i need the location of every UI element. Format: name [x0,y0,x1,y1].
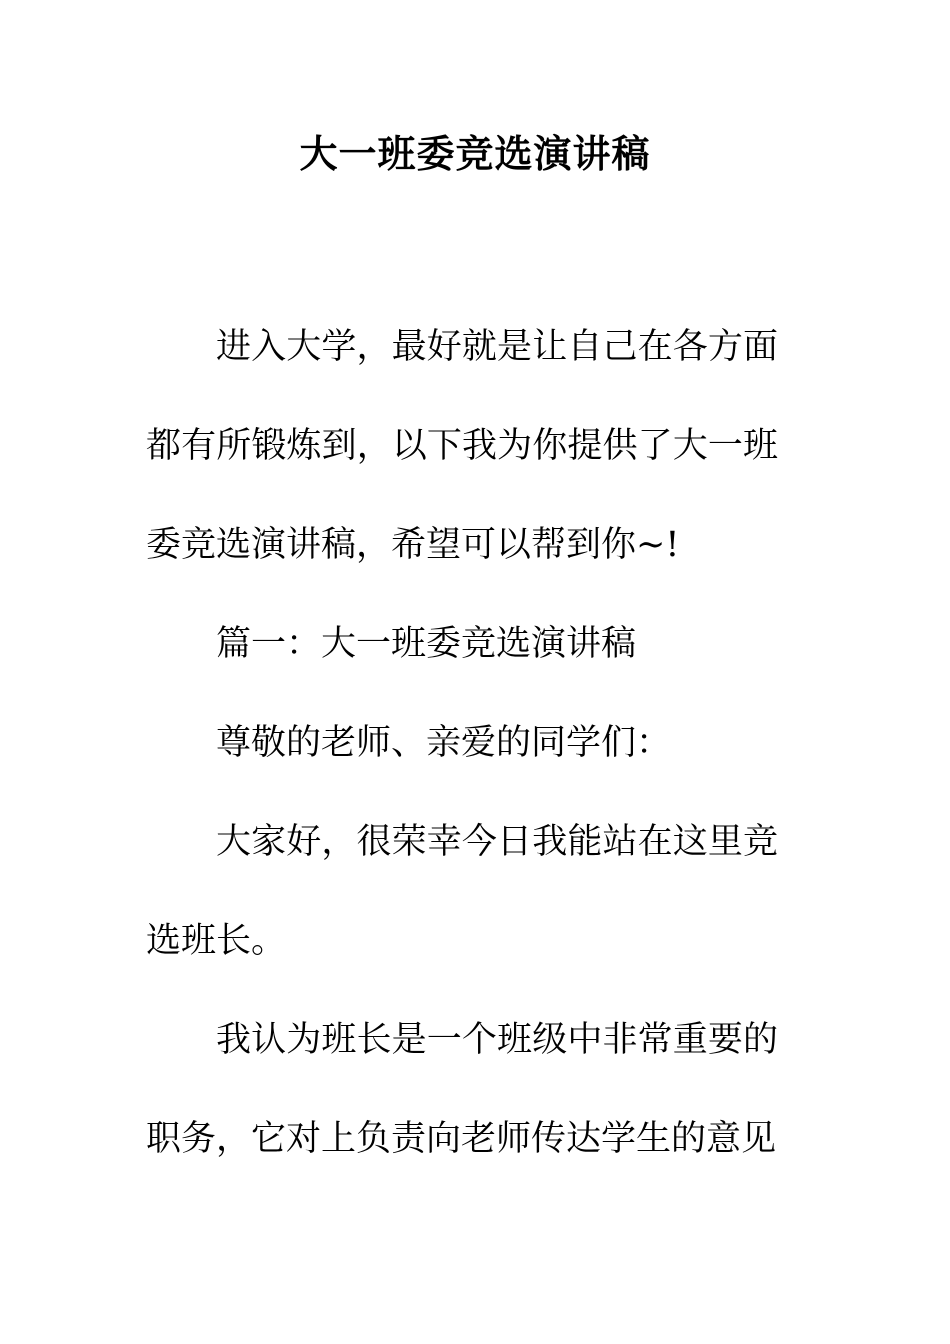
paragraph-salutation: 尊敬的老师、亲爱的同学们： [216,723,672,763]
paragraph-greeting: 大家好，很荣幸今日我能站在这里竞选班长。 [146,822,778,961]
paragraph-monitor-role: 我认为班长是一个班级中非常重要的职务，它对上负责向老师传达学生的意见 [146,1020,778,1159]
paragraph-section-heading: 篇一：大一班委竞选演讲稿 [216,624,637,664]
paragraph-intro: 进入大学，最好就是让自己在各方面都有所锻炼到，以下我为你提供了大一班委竞选演讲稿，希望可以帮到你~! [146,327,778,565]
document-title: 大一班委竞选演讲稿 [299,131,651,176]
document-body [146,298,778,1189]
